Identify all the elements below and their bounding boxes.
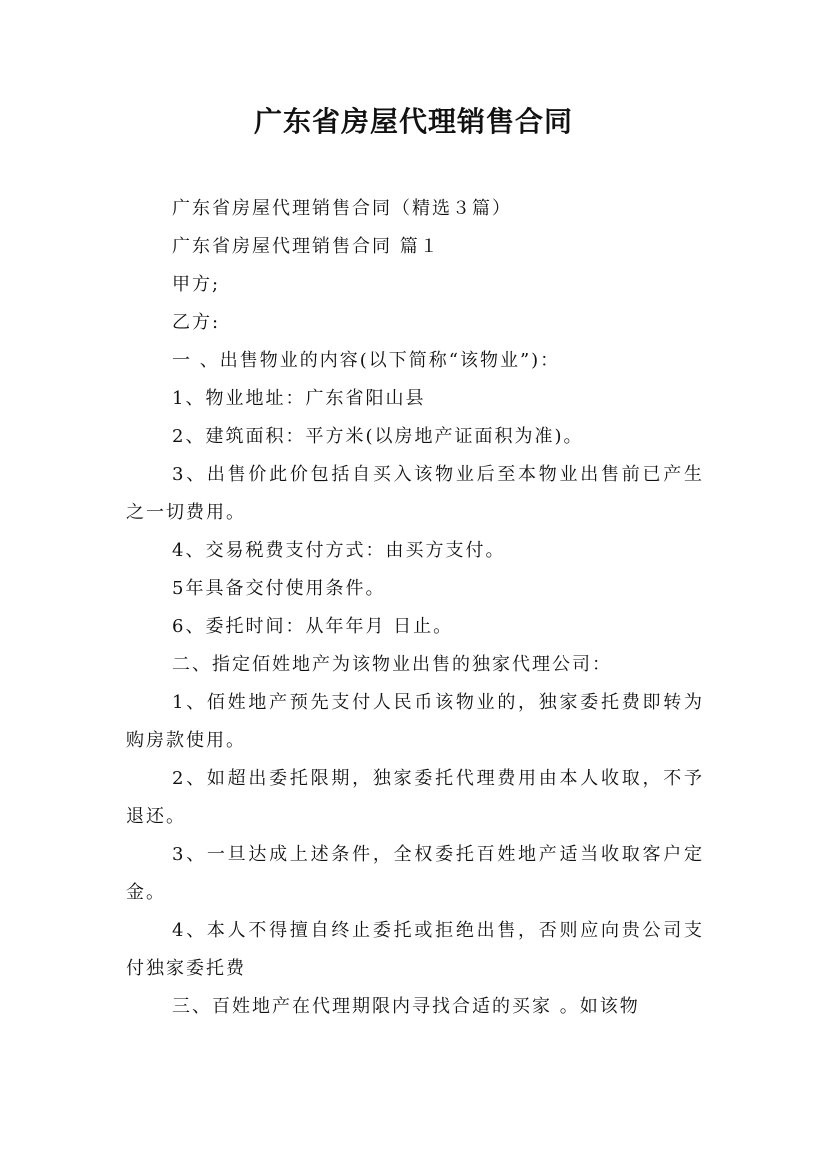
paragraph: 3、出售价此价包括自买入该物业后至本物业出售前已产生之一切费用。 bbox=[126, 464, 704, 523]
paragraph: 4、本人不得擅自终止委托或拒绝出售，否则应向贵公司支付独家委托费 bbox=[126, 920, 704, 979]
paragraph: 二、指定佰姓地产为该物业出售的独家代理公司： bbox=[172, 654, 612, 675]
paragraph: 乙方: bbox=[172, 312, 221, 333]
paragraph: 广东省房屋代理销售合同 篇１ bbox=[172, 236, 440, 257]
paragraph: 2、建筑面积：平方米(以房地产证面积为准)。 bbox=[172, 426, 584, 447]
paragraph: 3、一旦达成上述条件，全权委托百姓地产适当收取客户定金。 bbox=[126, 844, 704, 903]
paragraph: 广东省房屋代理销售合同（精选３篇） bbox=[172, 198, 512, 219]
paragraph: 1、佰姓地产预先支付人民币该物业的，独家委托费即转为购房款使用。 bbox=[126, 692, 704, 751]
document-title: 广东省房屋代理销售合同 bbox=[253, 105, 573, 138]
paragraph: 2、如超出委托限期，独家委托代理费用由本人收取，不予退还。 bbox=[126, 768, 704, 827]
paragraph: 4、交易税费支付方式：由买方支付。 bbox=[172, 540, 506, 561]
paragraph: 1、物业地址：广东省阳山县 bbox=[172, 388, 426, 409]
document-body bbox=[126, 190, 704, 1026]
paragraph: 5年具备交付使用条件。 bbox=[172, 578, 386, 599]
paragraph: 一 、出售物业的内容(以下简称“该物业”)： bbox=[172, 350, 561, 371]
paragraph: 甲方; bbox=[172, 274, 221, 295]
paragraph: 6、委托时间：从年年月 日止。 bbox=[172, 616, 454, 637]
paragraph: 三、百姓地产在代理期限内寻找合适的买家 。如该物 bbox=[172, 996, 640, 1017]
